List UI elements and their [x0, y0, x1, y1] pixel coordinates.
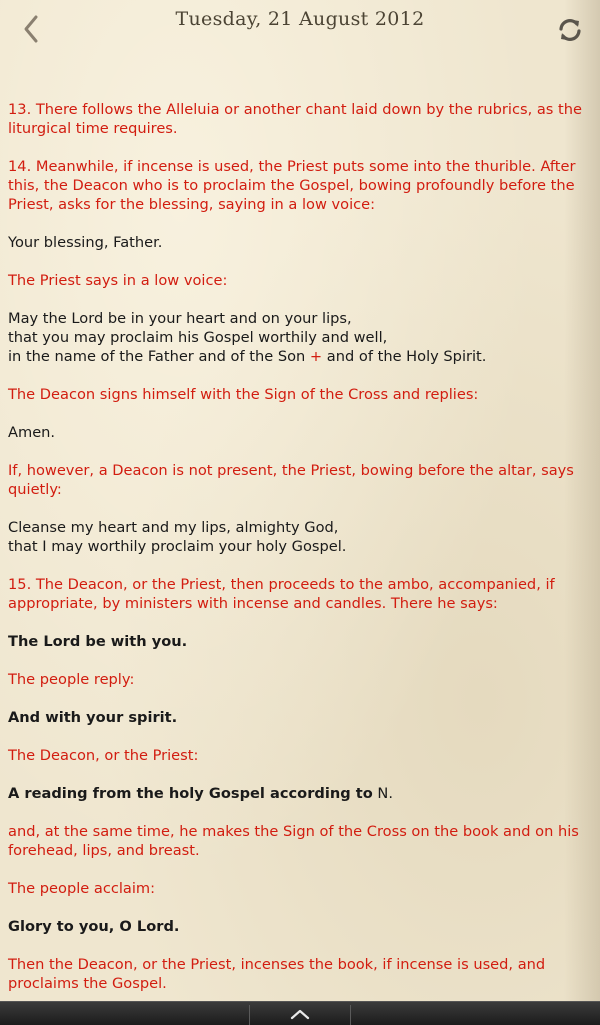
evangelist-placeholder: N. [377, 785, 393, 802]
reading-from-gospel: A reading from the holy Gospel according to [8, 785, 373, 802]
chevron-up-icon [289, 1007, 311, 1021]
blessing-request: Your blessing, Father. [8, 234, 163, 251]
prayer-line-3-start: in the name of the Father and of the Son [8, 348, 306, 365]
cross-symbol: + [309, 348, 323, 365]
rubric-incenses-book: Then the Deacon, or the Priest, incenses the book, if incense is used, and proclaims the Gospel. [8, 956, 546, 992]
chevron-left-icon [22, 14, 40, 44]
back-button[interactable] [14, 12, 48, 46]
bottom-toolbar [0, 1001, 600, 1025]
rubric-14: 14. Meanwhile, if incense is used, the Priest puts some into the thurible. After this, the Deacon who is to proclaim the Gospel, bowing profoundly before the Priest, asks for the blessing, saying in a low voice: [8, 158, 576, 213]
amen-response: Amen. [8, 424, 56, 441]
refresh-icon [557, 17, 583, 43]
lord-be-with-you: The Lord be with you. [8, 633, 188, 650]
cleanse-line-1: Cleanse my heart and my lips, almighty God, [8, 519, 339, 536]
liturgy-text [8, 100, 586, 1001]
blessing-prayer [8, 309, 586, 366]
rubric-13: 13. There follows the Alleluia or another chant laid down by the rubrics, as the liturgical time requires. [8, 101, 582, 137]
page-title: Tuesday, 21 August 2012 [175, 8, 425, 30]
rubric-no-deacon: If, however, a Deacon is not present, the Priest, bowing before the altar, says quietly: [8, 462, 574, 498]
cleanse-line-2: that I may worthily proclaim your holy Gospel. [8, 538, 347, 555]
and-with-your-spirit: And with your spirit. [8, 709, 178, 726]
prayer-line-2: that you may proclaim his Gospel worthily and well, [8, 329, 388, 346]
rubric-deacon-or-priest: The Deacon, or the Priest: [8, 747, 199, 764]
header-bar [0, 0, 600, 62]
toolbar-divider [350, 1005, 351, 1025]
rubric-deacon-signs: The Deacon signs himself with the Sign of the Cross and replies: [8, 386, 479, 403]
rubric-priest-low-voice: The Priest says in a low voice: [8, 272, 228, 289]
prayer-line-3-end: and of the Holy Spirit. [326, 348, 487, 365]
rubric-15: 15. The Deacon, or the Priest, then proceeds to the ambo, accompanied, if appropriate, by ministers with incense and candles. There he says: [8, 576, 555, 612]
gospel-announcement [8, 784, 586, 803]
rubric-sign-of-cross: and, at the same time, he makes the Sign of the Cross on the book and on his forehead, lips, and breast. [8, 823, 579, 859]
glory-to-you: Glory to you, O Lord. [8, 918, 180, 935]
prayer-line-1: May the Lord be in your heart and on your lips, [8, 310, 352, 327]
cleanse-prayer [8, 518, 586, 556]
scroll-up-button[interactable] [250, 1002, 350, 1025]
refresh-button[interactable] [553, 13, 587, 47]
rubric-people-reply: The people reply: [8, 671, 135, 688]
rubric-people-acclaim: The people acclaim: [8, 880, 156, 897]
